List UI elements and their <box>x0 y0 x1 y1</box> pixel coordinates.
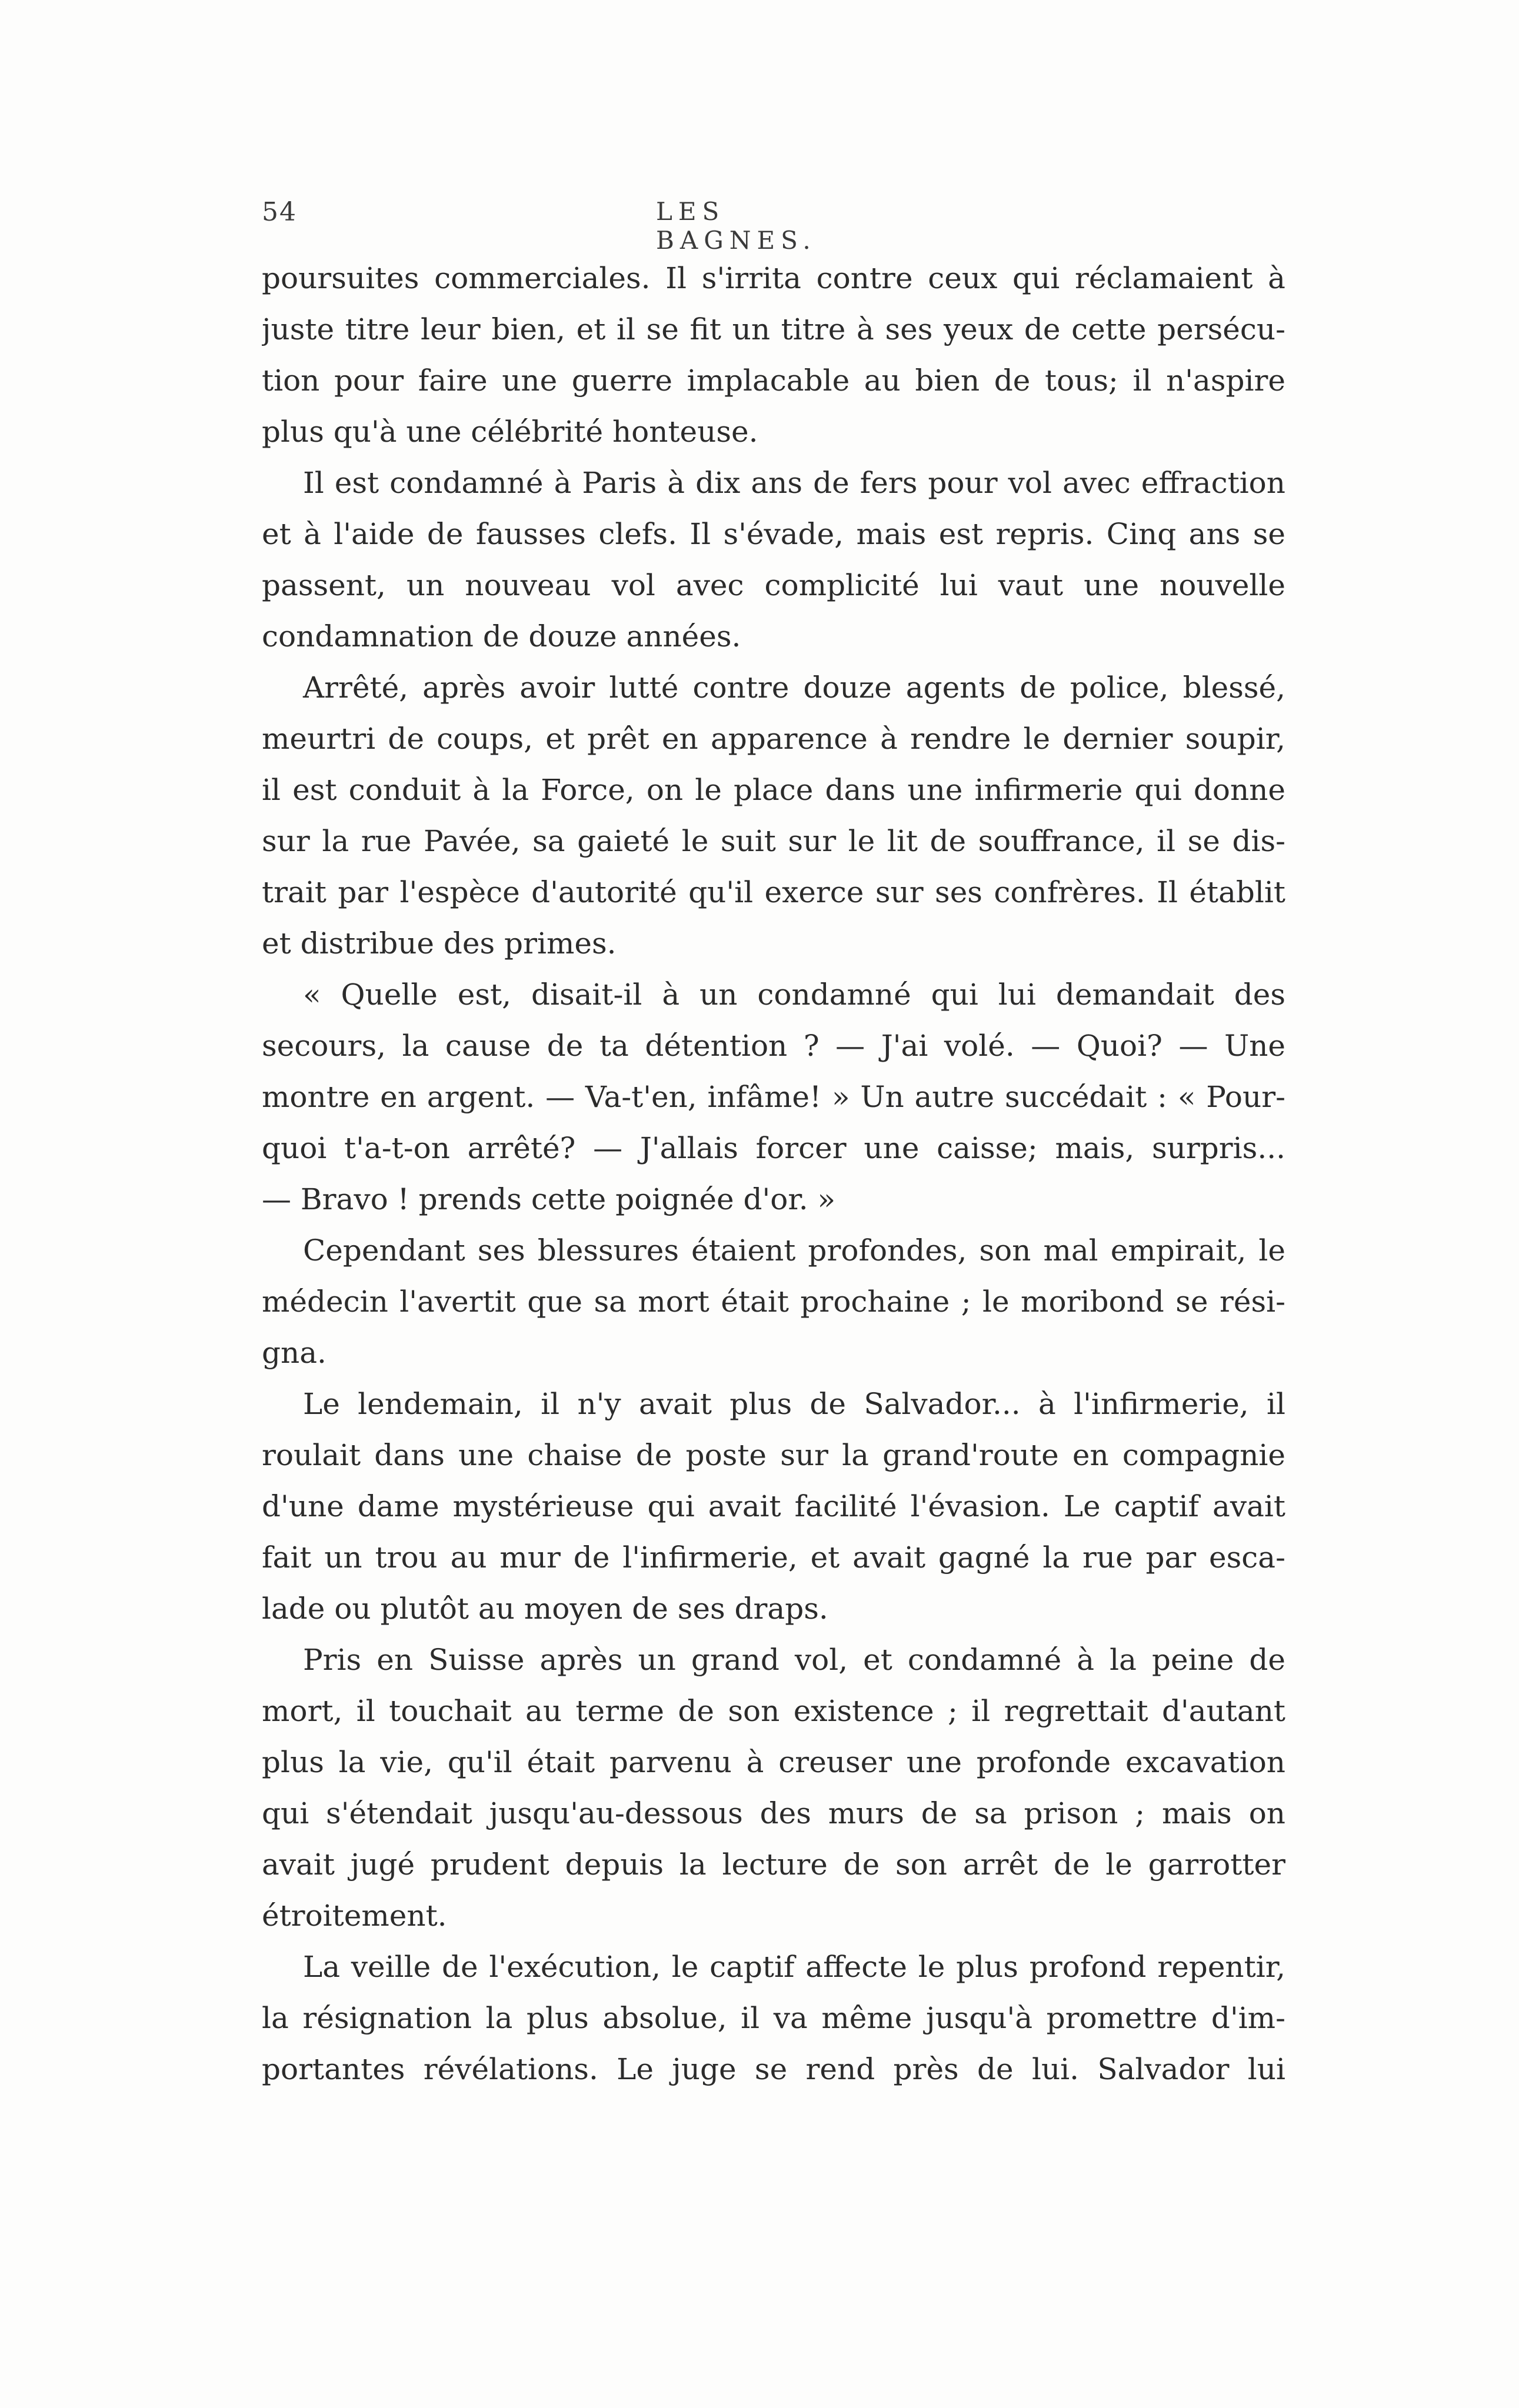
body-text <box>262 253 1285 2095</box>
text-line: gna. <box>262 1336 327 1370</box>
running-head <box>262 197 1309 255</box>
text-line: sur la rue Pavée, sa gaieté le suit sur le lit de souffrance, il se dis- <box>262 824 1285 858</box>
text-line: plus qu'à une célébrité honteuse. <box>262 415 758 449</box>
text-line: Le lendemain, il n'y avait plus de Salvador... à l'infirmerie, il <box>303 1387 1285 1421</box>
text-line: avait jugé prudent depuis la lecture de son arrêt de le garrotter <box>262 1847 1285 1882</box>
running-title: LES BAGNES. <box>656 197 817 255</box>
text-line: meurtri de coups, et prêt en apparence à rendre le dernier soupir, <box>262 722 1285 756</box>
text-line: d'une dame mystérieuse qui avait facilité l'évasion. Le captif avait <box>262 1489 1285 1523</box>
text-line: et distribue des primes. <box>262 926 617 960</box>
text-line: La veille de l'exécution, le captif affecte le plus profond repentir, <box>303 1950 1285 1984</box>
text-line: médecin l'avertit que sa mort était prochaine ; le moribond se rési- <box>262 1285 1285 1319</box>
text-line: tion pour faire une guerre implacable au bien de tous; il n'aspire <box>262 363 1285 398</box>
text-line: passent, un nouveau vol avec complicité lui vaut une nouvelle <box>262 568 1285 602</box>
text-line: condamnation de douze années. <box>262 619 741 653</box>
text-line: mort, il touchait au terme de son existence ; il regrettait d'autant <box>262 1694 1285 1728</box>
text-line: Arrêté, après avoir lutté contre douze agents de police, blessé, <box>303 671 1285 705</box>
text-line: secours, la cause de ta détention ? — J'ai volé. — Quoi? — Une <box>262 1029 1285 1063</box>
text-line: roulait dans une chaise de poste sur la grand'route en compagnie <box>262 1438 1285 1472</box>
text-line: Cependant ses blessures étaient profondes, son mal empirait, le <box>303 1233 1285 1268</box>
text-line: il est conduit à la Force, on le place dans une infirmerie qui donne <box>262 773 1285 807</box>
text-line: qui s'étendait jusqu'au-dessous des murs de sa prison ; mais on <box>262 1796 1285 1830</box>
text-line: étroitement. <box>262 1899 447 1933</box>
text-line: lade ou plutôt au moyen de ses draps. <box>262 1592 828 1626</box>
text-line: trait par l'espèce d'autorité qu'il exerce sur ses confrères. Il établit <box>262 875 1285 909</box>
text-line: portantes révélations. Le juge se rend près de lui. Salvador lui <box>262 2052 1285 2086</box>
text-line: montre en argent. — Va-t'en, infâme! » Un autre succédait : « Pour- <box>262 1080 1285 1114</box>
text-line: « Quelle est, disait-il à un condamné qui lui demandait des <box>303 978 1285 1012</box>
text-line: poursuites commerciales. Il s'irrita contre ceux qui réclamaient à <box>262 261 1285 295</box>
text-line: et à l'aide de fausses clefs. Il s'évade, mais est repris. Cinq ans se <box>262 517 1285 551</box>
text-line: juste titre leur bien, et il se fit un titre à ses yeux de cette persécu- <box>262 312 1285 346</box>
text-line: la résignation la plus absolue, il va même jusqu'à promettre d'im- <box>262 2001 1285 2035</box>
text-line: Il est condamné à Paris à dix ans de fers pour vol avec effraction <box>303 466 1285 500</box>
page-number: 54 <box>262 197 297 227</box>
text-line: fait un trou au mur de l'infirmerie, et avait gagné la rue par esca- <box>262 1540 1285 1575</box>
text-line: plus la vie, qu'il était parvenu à creuser une profonde excavation <box>262 1745 1285 1779</box>
text-line: — Bravo ! prends cette poignée d'or. » <box>262 1182 836 1216</box>
text-line: Pris en Suisse après un grand vol, et condamné à la peine de <box>303 1643 1285 1677</box>
text-line: quoi t'a-t-on arrêté? — J'allais forcer une caisse; mais, surpris... <box>262 1131 1285 1165</box>
